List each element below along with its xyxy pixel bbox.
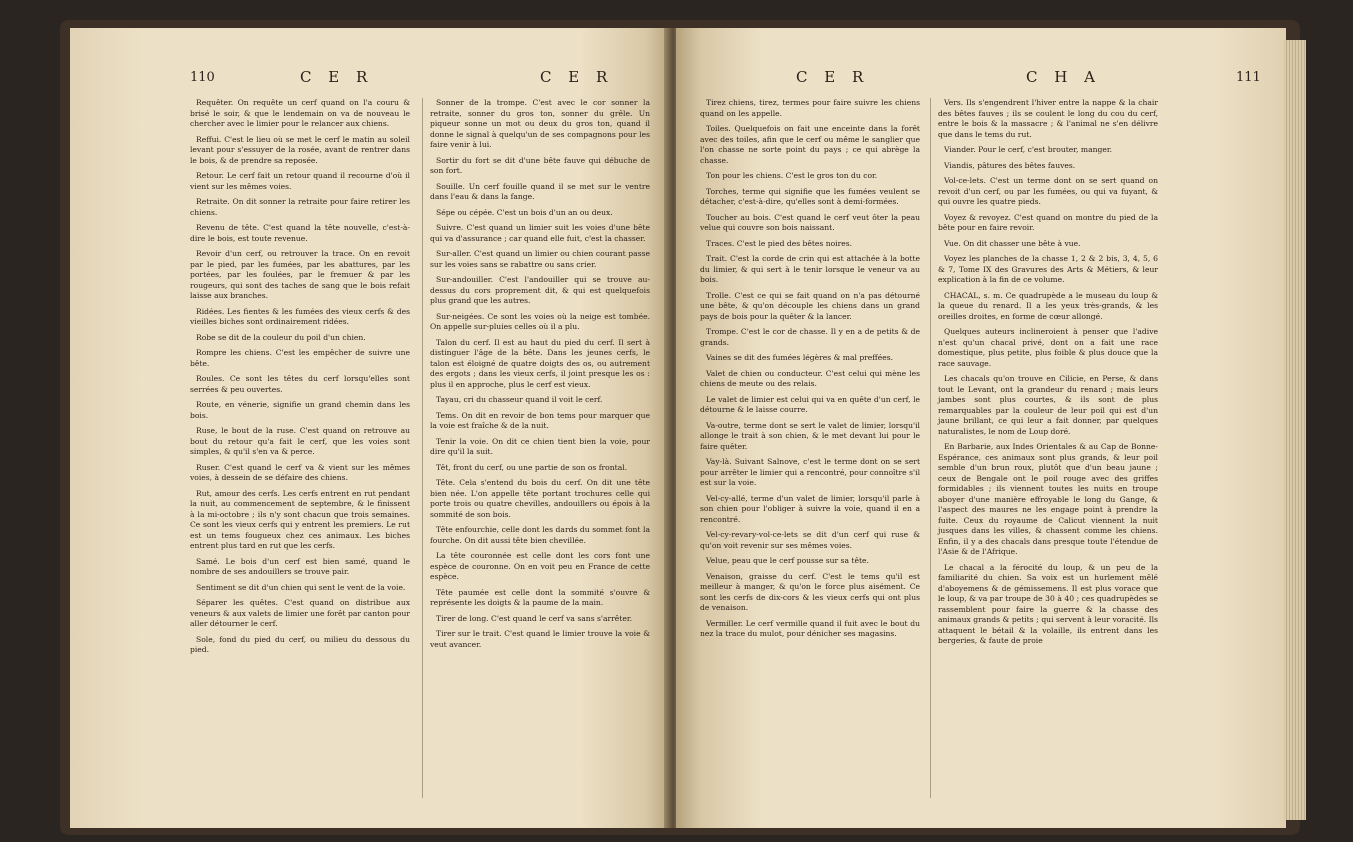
paragraph: Les chacals qu'on trouve en Cilicie, en Perse, & dans tout le Levant, ont la grandeur du renard ; mais leurs jambes sont plus courtes, & ils sont de plus remarquables par la couleur de leur poil qui est d'un jaune brillant, ce qui leur a fait donner, par quelques naturalistes, le nom de Loup doré. [938,374,1158,436]
paragraph: Vue. On dit chasser une bête à vue. [944,238,1081,248]
paragraph: Trait. C'est la corde de crin qui est attachée à la botte du limier, & qui sert à le tenir lorsque le veneur va au bois. [700,254,920,284]
paragraph: Sole, fond du pied du cerf, ou milieu du dessous du pied. [190,634,410,654]
paragraph: Rut, amour des cerfs. Les cerfs entrent en rut pendant la nuit, au commencement de septembre, & le finissent à la mi-octobre ; ils n'y sont chacun que trois semaines. Ce sont les vieux cerfs qui y entrent les premiers. Le rut est un tems fougueux chez ces animaux. Les biches entrent plus tard en rut que les cerfs. [190,488,410,550]
paragraph: Requêter. On requête un cerf quand on l'a couru & brisé le soir, & que le lendemain on va de nouveau le chercher avec le limier pour le relancer aux chiens. [190,98,410,128]
right-page-column-2 [938,98,1158,652]
paragraph: Tenir la voie. On dit ce chien tient bien la voie, pour dire qu'il la suit. [430,436,650,456]
paragraph: Vermiller. Le cerf vermille quand il fuit avec le bout du nez la trace du mulot, pour dénicher ses magasins. [700,618,920,638]
paragraph: Voyez les planches de la chasse 1, 2 & 2 bis, 3, 4, 5, 6 & 7, Tome IX des Gravures des Arts & Métiers, & leur explication à la fin de ce volume. [938,254,1158,284]
column-rule-right [930,98,931,798]
page-number-left: 110 [190,70,215,85]
paragraph: Ridées. Les fientes & les fumées des vieux cerfs & des vieilles biches sont ordinairement ridées. [190,306,410,326]
paragraph: Ton pour les chiens. C'est le gros ton du cor. [706,171,878,180]
paragraph: Retraite. On dit sonner la retraite pour faire retirer les chiens. [190,197,410,217]
running-head-left-col2: C E R [540,68,614,86]
paragraph: Toucher au bois. C'est quand le cerf veut ôter la peau velue qui couvre son bois naissant. [700,212,920,232]
page-number-right: 111 [1236,70,1261,85]
right-page [676,28,1286,828]
left-page [70,28,670,828]
paragraph: Séparer les quêtes. C'est quand on distribue aux veneurs & aux valets de limier une forêt par canton pour aller détourner le cerf. [190,598,410,628]
left-page-column-2 [430,98,650,655]
paragraph: Tête enfourchie, celle dont les dards du sommet font la fourche. On dit aussi tête bien chevillée. [430,525,650,545]
paragraph: Tête paumée est celle dont la sommité s'ouvre & représente les doigts & la paume de la main. [430,587,650,607]
paragraph: La tête couronnée est celle dont les cors font une espèce de couronne. On en voit peu en France de cette espèce. [430,551,650,581]
paragraph: Venaison, graisse du cerf. C'est le tems qu'il est meilleur à manger, & qu'on le force plus aisément. Ce sont les cerfs de dix-cors & les vieux cerfs qui ont plus de venaison. [700,571,920,612]
paragraph: Vaines se dit des fumées légères & mal preffées. [706,353,893,362]
left-page-column-1 [190,98,410,661]
paragraph: Tête. Cela s'entend du bois du cerf. On dit une tête bien née. L'on appelle tête portant trochures celle qui porte trois ou quatre chevilles, andouillers ou épois à la sommité de son bois. [430,478,650,519]
paragraph: Sentiment se dit d'un chien qui sent le vent de la voie. [196,582,406,592]
paragraph: Vay-là. Suivant Salnove, c'est le terme dont on se sert pour arrêter le limier qui a rencontré, pour connoître s'il est sur la voie. [700,457,920,487]
paragraph: Sonner de la trompe. C'est avec le cor sonner la retraite, sonner du gros ton, sonner du grêle. Un piqueur sonne un mot ou deux du gros ton, quand il donne le signal à quelqu'un de ses compagnons pour les faire venir à lui. [430,98,650,149]
paragraph: Quelques auteurs inclineroient à penser que l'adive n'est qu'un chacal privé, dont on a fait une race domestique, plus petite, plus foible & plus douce que la race sauvage. [938,327,1158,368]
running-head-left-col1: C E R [300,68,374,86]
paragraph: Souille. Un cerf fouille quand il se met sur le ventre dans l'eau & dans la fange. [430,181,650,201]
paragraph: Vers. Ils s'engendrent l'hiver entre la nappe & la chair des bêtes fauves ; ils se coulent le long du cou du cerf, entre le bois & la massacre ; & l'animal ne s'en délivre que dans le tems du rut. [938,98,1158,139]
paragraph: Torches, terme qui signifie que les fumées veulent se détacher, c'est-à-dire, qu'elles sont à demi-formées. [700,186,920,206]
paragraph: Talon du cerf. Il est au haut du pied du cerf. Il sert à distinguer l'âge de la bête. Dans les jeunes cerfs, le talon est éloigné de quatre doigts des os, ou autrement des ergots ; dans les vieux cerfs, il joint presque les os : plus il en approche, plus le cerf est vieux. [430,337,650,389]
paragraph: Sur-aller. C'est quand un limier ou chien courant passe sur les voies sans se rabattre ou sans crier. [430,249,650,269]
paragraph: Suivre. C'est quand un limier suit les voies d'une bête qui va d'assurance ; car quand elle fuit, c'est la chasser. [430,223,650,243]
paragraph: Traces. C'est le pied des bêtes noires. [706,238,853,248]
paragraph: Trolle. C'est ce qui se fait quand on n'a pas détourné une bête, & qu'on découple les chiens dans un grand pays de bois pour la quêter & la lancer. [700,290,920,321]
paragraph: Retour. Le cerf fait un retour quand il recourne d'où il vient sur les mêmes voies. [190,171,410,191]
paragraph: En Barbarie, aux Indes Orientales & au Cap de Bonne-Espérance, ces animaux sont plus grands, & leur poil semble d'un brun roux, plutôt que d'un beau jaune ; ceux de Bengale ont le poil rouge avec des griffes formidables ; ils viennent toutes les nuits en troupe aboyer d'une manière effroyable le long du Gange, & l'aspect des maures ne les engage point à prendre la fuite. Ceux du royaume de Calicut viennent la nuit jusques dans les villes, & chassent comme les chiens. Enfin, il y a des chacals dans presque toute l'étendue de l'Asie & de l'Afrique. [938,442,1158,556]
page-edges [1284,40,1306,820]
paragraph: Vel-cy-allé, terme d'un valet de limier, lorsqu'il parle à son chien pour l'obliger à suivre la voie, quand il en a rencontré. [700,493,920,524]
column-rule-left [422,98,423,798]
paragraph: Roules. Ce sont les têtes du cerf lorsqu'elles sont serrées & peu ouvertes. [190,374,410,394]
paragraph: Le valet de limier est celui qui va en quête d'un cerf, le détourne & le laisse courre. [700,394,920,414]
paragraph: Le chacal a la férocité du loup, & un peu de la familiarité du chien. Sa voix est un hurlement mêlé d'aboyemens & de gémissemens. Il est plus vorace que le loup, & va par troupe de 30 à 40 ; ces quadrupèdes se rassemblent pour faire la guerre & la chasse des animaux grands & petits ; qui servent à leur voracité. Ils attaquent le bétail & la volaille, ils entrent dans les bergeries, & faute de proie [938,562,1158,645]
paragraph: CHACAL, s. m. Ce quadrupède a le museau du loup & la queue du renard. Il a les yeux très-grands, & les oreilles droites, en forme de cœur allongé. [938,290,1158,321]
paragraph: Têt, front du cerf, ou une partie de son os frontal. [436,462,628,472]
paragraph: Sur-andouiller. C'est l'andouiller qui se trouve au-dessus du cors proprement dit, & qui est quelquefois plus grand que les autres. [430,275,650,305]
right-page-column-1 [700,98,920,645]
paragraph: Valet de chien ou conducteur. C'est celui qui mène les chiens de meute ou des relais. [700,368,920,388]
paragraph: Viander. Pour le cerf, c'est brouter, manger. [944,145,1113,154]
paragraph: Tirer sur le trait. C'est quand le limier trouve la voie & veut avancer. [430,629,650,649]
paragraph: Sortir du fort se dit d'une bête fauve qui débuche de son fort. [430,155,650,175]
running-head-right-col1: C E R [796,68,870,86]
paragraph: Revoir d'un cerf, ou retrouver la trace. On en revoit par le pied, par les fumées, par les abattures, par les portées, par les foulées, par le fremuer & par les rougeurs, qui sont des taches de sang que le bois refait laisse aux branches. [190,249,410,300]
paragraph: Velue, peau que le cerf pousse sur sa tête. [706,556,869,565]
paragraph: Toiles. Quelquefois on fait une enceinte dans la forêt avec des toiles, afin que le cerf ou même le sanglier que l'on chasse ne sorte point du pays ; ce qui abrège la chasse. [700,124,920,165]
paragraph: Tirez chiens, tirez, termes pour faire suivre les chiens quand on les appelle. [700,98,920,118]
paragraph: Vol-ce-lets. C'est un terme dont on se sert quand on revoit d'un cerf, ou par les fumées, ou qui va fuyant, & qui ouvre les quatre pieds. [938,176,1158,206]
running-head-right-col2: C H A [1026,68,1101,86]
paragraph: Tems. On dit en revoir de bon tems pour marquer que la voie est fraîche & de la nuit. [430,410,650,430]
paragraph: Ruser. C'est quand le cerf va & vient sur les mêmes voies, à dessein de se défaire des chiens. [190,462,410,482]
paragraph: Vel-cy-revary-vol-ce-lets se dit d'un cerf qui ruse & qu'on voit revenir sur ses mêmes voies. [700,530,920,550]
paragraph: Reffui. C'est le lieu où se met le cerf le matin au soleil levant pour s'essuyer de la rosée, avant de rentrer dans le bois, & de prendre sa reposée. [190,134,410,165]
paragraph: Viandis, pâtures des bêtes fauves. [944,160,1076,170]
paragraph: Ruse, le bout de la ruse. C'est quand on retrouve au bout du retour qu'a fait le cerf, que les voies sont simples, & qu'il s'en va & perce. [190,426,410,456]
paragraph: Trompe. C'est le cor de chasse. Il y en a de petits & de grands. [700,327,920,347]
paragraph: Va-outre, terme dont se sert le valet de limier, lorsqu'il allonge le trait à son chien, & le met devant lui pour le faire quêter. [700,420,920,451]
paragraph: Tayau, cri du chasseur quand il voit le cerf. [436,395,603,404]
paragraph: Route, en vénerie, signifie un grand chemin dans les bois. [190,400,410,420]
paragraph: Robe se dit de la couleur du poil d'un chien. [196,332,366,342]
paragraph: Rompre les chiens. C'est les empêcher de suivre une bête. [190,348,410,368]
paragraph: Tirer de long. C'est quand le cerf va sans s'arrêter. [436,613,633,623]
paragraph: Voyez & revoyez. C'est quand on montre du pied de la bête pour en faire revoir. [938,212,1158,232]
paragraph: Samé. Le bois d'un cerf est bien samé, quand le nombre de ses andouillers se trouve pair. [190,556,410,576]
paragraph: Sépe ou cépée. C'est un bois d'un an ou deux. [436,207,613,217]
paragraph: Sur-neigées. Ce sont les voies où la neige est tombée. On appelle sur-pluies celles où il a plu. [430,311,650,331]
paragraph: Revenu de tête. C'est quand la tête nouvelle, c'est-à-dire le bois, est toute revenue. [190,223,410,243]
